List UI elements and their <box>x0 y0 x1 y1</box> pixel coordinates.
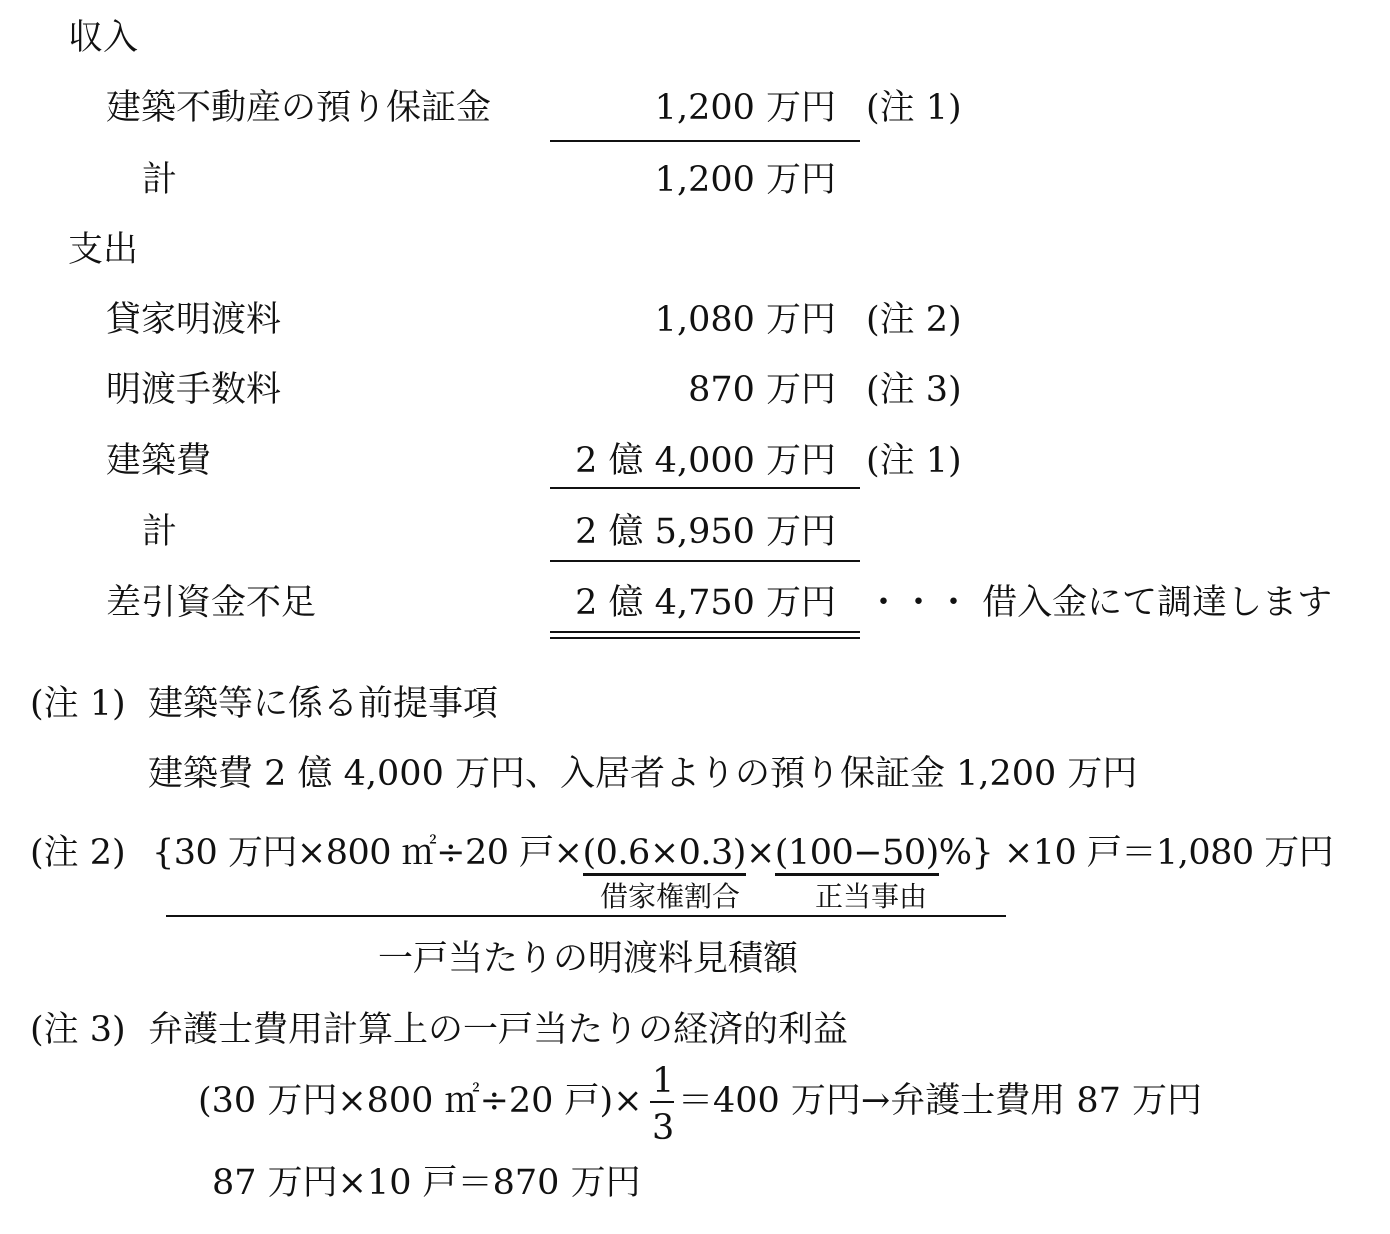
expense-item-amount: 1,080 万円 <box>654 300 836 340</box>
expense-total-label: 計 <box>142 512 178 552</box>
expense-item-note: (注 3) <box>866 370 962 410</box>
income-total-amount: 1,200 万円 <box>654 160 836 200</box>
note1-title: 建築等に係る前提事項 <box>148 684 499 724</box>
fraction-denominator: 3 <box>652 1108 675 1148</box>
note2-formula-ratio: (0.6×0.3) <box>583 833 746 876</box>
income-heading: 収入 <box>68 18 139 58</box>
note3-line1-after: ＝400 万円→弁護士費用 87 万円 <box>678 1081 1203 1121</box>
expense-heading: 支出 <box>68 230 139 270</box>
note3-title: 弁護士費用計算上の一戸当たりの経済的利益 <box>148 1010 849 1050</box>
expense-item-amount: 2 億 4,000 万円 <box>575 441 836 481</box>
note3-label: (注 3) <box>30 1010 126 1050</box>
expense-item-amount: 870 万円 <box>688 370 836 410</box>
income-total-label: 計 <box>142 160 178 200</box>
grand-total-double-rule <box>550 631 860 639</box>
note2-formula <box>152 833 1334 873</box>
note3-line1-before: (30 万円×800 ㎡÷20 戸)× <box>198 1081 643 1121</box>
income-item-amount: 1,200 万円 <box>654 88 836 128</box>
note2-ratio-caption: 借家権割合 <box>600 880 741 913</box>
note2-formula-reason: (100−50) <box>775 833 939 876</box>
expense-item-label: 明渡手数料 <box>106 370 282 410</box>
note2-formula-times: × <box>745 833 775 873</box>
income-item-note: (注 1) <box>866 88 962 128</box>
note1-label: (注 1) <box>30 684 126 724</box>
note2-formula-end: %} ×10 戸＝1,080 万円 <box>938 833 1334 873</box>
note2-formula-start: {30 万円×800 ㎡÷20 戸× <box>152 833 583 873</box>
expense-item-label: 貸家明渡料 <box>106 300 282 340</box>
expense-total-rule <box>550 560 860 562</box>
fraction-bar <box>650 1101 674 1103</box>
expense-item-note: (注 2) <box>866 300 962 340</box>
expense-subtotal-rule <box>550 487 860 489</box>
note2-reason-caption: 正当事由 <box>815 880 928 913</box>
income-subtotal-rule <box>550 140 860 142</box>
expense-item-note: (注 1) <box>866 441 962 481</box>
note3-line2: 87 万円×10 戸＝870 万円 <box>212 1163 641 1203</box>
shortfall-amount: 2 億 4,750 万円 <box>575 583 836 623</box>
fraction-numerator: 1 <box>652 1061 675 1101</box>
expense-total-amount: 2 億 5,950 万円 <box>575 512 836 552</box>
shortfall-label: 差引資金不足 <box>106 583 317 623</box>
income-item-label: 建築不動産の預り保証金 <box>106 88 492 128</box>
note2-summary-caption: 一戸当たりの明渡料見積額 <box>378 939 799 979</box>
shortfall-comment: ・・・ 借入金にて調達します <box>866 583 1333 623</box>
note2-label: (注 2) <box>30 833 126 873</box>
expense-item-label: 建築費 <box>106 441 212 481</box>
note1-body: 建築費 2 億 4,000 万円、入居者よりの預り保証金 1,200 万円 <box>148 754 1138 794</box>
note2-bracket-rule <box>166 915 1006 917</box>
